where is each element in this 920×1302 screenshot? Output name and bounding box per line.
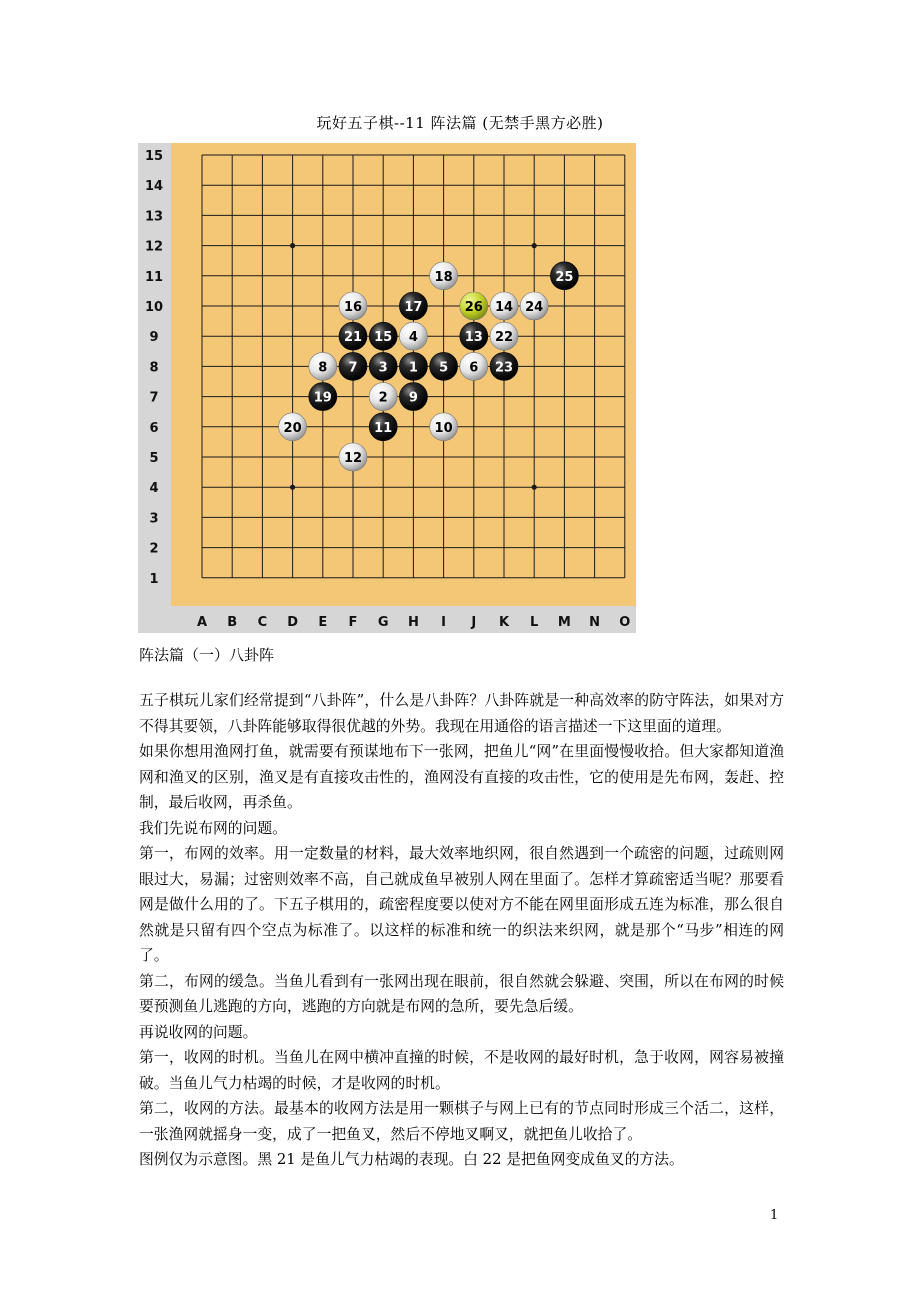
black-stone xyxy=(399,352,427,380)
row-label: 14 xyxy=(144,179,164,195)
col-label: E xyxy=(318,615,328,630)
stone-number: 18 xyxy=(434,269,453,285)
row-label: 4 xyxy=(149,481,159,497)
paragraph: 如果你想用渔网打鱼，就需要有预谋地布下一张网，把鱼儿“网”在里面慢慢收拾。但大家都知道渔网和渔叉的区别，渔叉是有直接攻击性的，渔网没有直接的攻击性，它的使用是先布网，轰赶、控制，最后收网，再杀鱼。 xyxy=(139,743,784,811)
stone-number: 15 xyxy=(374,330,393,346)
stone-number: 4 xyxy=(408,330,418,346)
stone-number: 16 xyxy=(343,300,363,315)
white-stone xyxy=(430,262,458,290)
stone-number: 25 xyxy=(555,269,574,285)
row-label: 13 xyxy=(144,209,164,225)
col-label: A xyxy=(196,615,208,630)
stone-number: 7 xyxy=(348,360,358,376)
black-stone xyxy=(339,352,367,380)
black-stone xyxy=(550,262,578,290)
row-label: 7 xyxy=(149,390,159,406)
black-stone xyxy=(430,352,458,380)
stone-number: 24 xyxy=(525,300,544,315)
stone-number: 26 xyxy=(464,300,483,315)
star-point xyxy=(290,485,295,490)
paragraph: 再说收网的问题。 xyxy=(139,1023,258,1041)
paragraph: 五子棋玩儿家们经常提到“八卦阵”，什么是八卦阵？八卦阵就是一种高效率的防守阵法，如果对方不得其要领，八卦阵能够取得很优越的外势。我现在用通俗的语言描述一下这里面的道理。 xyxy=(139,692,784,735)
stone-number: 10 xyxy=(434,420,453,436)
col-label: I xyxy=(441,615,447,630)
white-stone xyxy=(520,292,548,320)
col-label: H xyxy=(407,615,419,630)
black-stone xyxy=(369,352,397,380)
paragraph: 第一，收网的时机。当鱼儿在网中横冲直撞的时候，不是收网的最好时机，急于收网，网容易被撞破。当鱼儿气力枯竭的时候，才是收网的时机。 xyxy=(139,1049,784,1092)
col-label: F xyxy=(348,615,358,630)
black-stone xyxy=(399,383,427,411)
stone-number: 2 xyxy=(378,390,388,406)
black-stone xyxy=(399,292,427,320)
black-stone xyxy=(490,352,518,380)
page-title: 玩好五子棋--11 阵法篇 (无禁手黑方必胜) xyxy=(316,114,604,132)
stone-number: 12 xyxy=(343,451,363,466)
col-label: B xyxy=(227,615,238,630)
white-stone xyxy=(490,322,518,350)
col-label: L xyxy=(530,615,539,630)
paragraph: 第一，布网的效率。用一定数量的材料，最大效率地织网，很自然遇到一个疏密的问题，过疏则网眼过大，易漏；过密则效率不高，自己就成鱼早被别人网在里面了。怎样才算疏密适当呢？那要看网是做什么用的了。下五子棋用的，疏密程度要以使对方不能在网里面形成五连为标准，那么很自然就是只留有四个空点为标准了。以这样的标准和统一的织法来织网，就是那个“马步”相连的网了。 xyxy=(139,845,784,964)
white-stone xyxy=(460,292,488,320)
row-label: 10 xyxy=(144,300,164,315)
row-label: 11 xyxy=(144,269,164,285)
col-label: C xyxy=(257,615,268,630)
black-stone xyxy=(460,322,488,350)
stone-number: 5 xyxy=(439,360,449,376)
row-label: 6 xyxy=(149,420,159,436)
stone-number: 17 xyxy=(404,300,423,315)
section-heading: 阵法篇（一）八卦阵 xyxy=(139,646,275,664)
stone-number: 9 xyxy=(408,390,418,406)
black-stone xyxy=(309,383,337,411)
star-point xyxy=(532,243,537,248)
stone-number: 20 xyxy=(283,420,302,436)
stone-number: 22 xyxy=(494,330,514,346)
white-stone xyxy=(309,352,337,380)
stone-number: 14 xyxy=(494,300,514,315)
row-label: 12 xyxy=(144,239,164,255)
article-body xyxy=(139,688,784,1173)
stone-number: 11 xyxy=(374,420,393,436)
row-label: 8 xyxy=(149,360,159,376)
col-label: K xyxy=(498,615,510,630)
row-label: 15 xyxy=(144,149,164,164)
white-stone xyxy=(399,322,427,350)
paragraph: 第二，布网的缓急。当鱼儿看到有一张网出现在眼前，很自然就会躲避、突围，所以在布网的时候要预测鱼儿逃跑的方向，逃跑的方向就是布网的急所，要先急后缓。 xyxy=(139,972,784,1015)
col-label: O xyxy=(619,615,631,630)
paragraph: 我们先说布网的问题。 xyxy=(139,819,287,837)
white-stone xyxy=(430,413,458,441)
stone-number: 19 xyxy=(313,390,332,406)
row-label: 3 xyxy=(149,511,159,527)
col-label: J xyxy=(471,615,477,630)
stone-number: 23 xyxy=(494,360,514,376)
row-label: 1 xyxy=(149,571,159,587)
white-stone xyxy=(460,352,488,380)
white-stone xyxy=(279,413,307,441)
stone-number: 21 xyxy=(343,330,363,346)
col-label: M xyxy=(557,615,571,630)
white-stone xyxy=(339,292,367,320)
black-stone xyxy=(369,322,397,350)
paragraph: 图例仅为示意图。黑 21 是鱼儿气力枯竭的表现。白 22 是把鱼网变成鱼叉的方法。 xyxy=(139,1151,684,1168)
white-stone xyxy=(369,383,397,411)
stone-number: 8 xyxy=(318,360,328,376)
star-point xyxy=(290,243,295,248)
white-stone xyxy=(490,292,518,320)
row-label: 2 xyxy=(149,541,159,557)
stone-number: 13 xyxy=(464,330,483,346)
stone-number: 6 xyxy=(469,360,479,376)
black-stone xyxy=(339,322,367,350)
stone-number: 1 xyxy=(408,360,418,376)
star-point xyxy=(532,485,537,490)
white-stone xyxy=(339,443,367,471)
paragraph: 第二，收网的方法。最基本的收网方法是用一颗棋子与网上已有的节点同时形成三个活二，这样，一张渔网就摇身一变，成了一把鱼叉，然后不停地叉啊叉，就把鱼儿收拾了。 xyxy=(139,1100,784,1143)
row-label: 5 xyxy=(149,451,159,466)
col-label: G xyxy=(377,615,389,630)
stone-number: 3 xyxy=(378,360,388,376)
gomoku-board xyxy=(138,143,636,633)
black-stone xyxy=(369,413,397,441)
col-label: D xyxy=(287,615,298,630)
row-label: 9 xyxy=(149,330,159,346)
col-label: N xyxy=(589,615,601,630)
page-number: 1 xyxy=(770,1208,779,1223)
